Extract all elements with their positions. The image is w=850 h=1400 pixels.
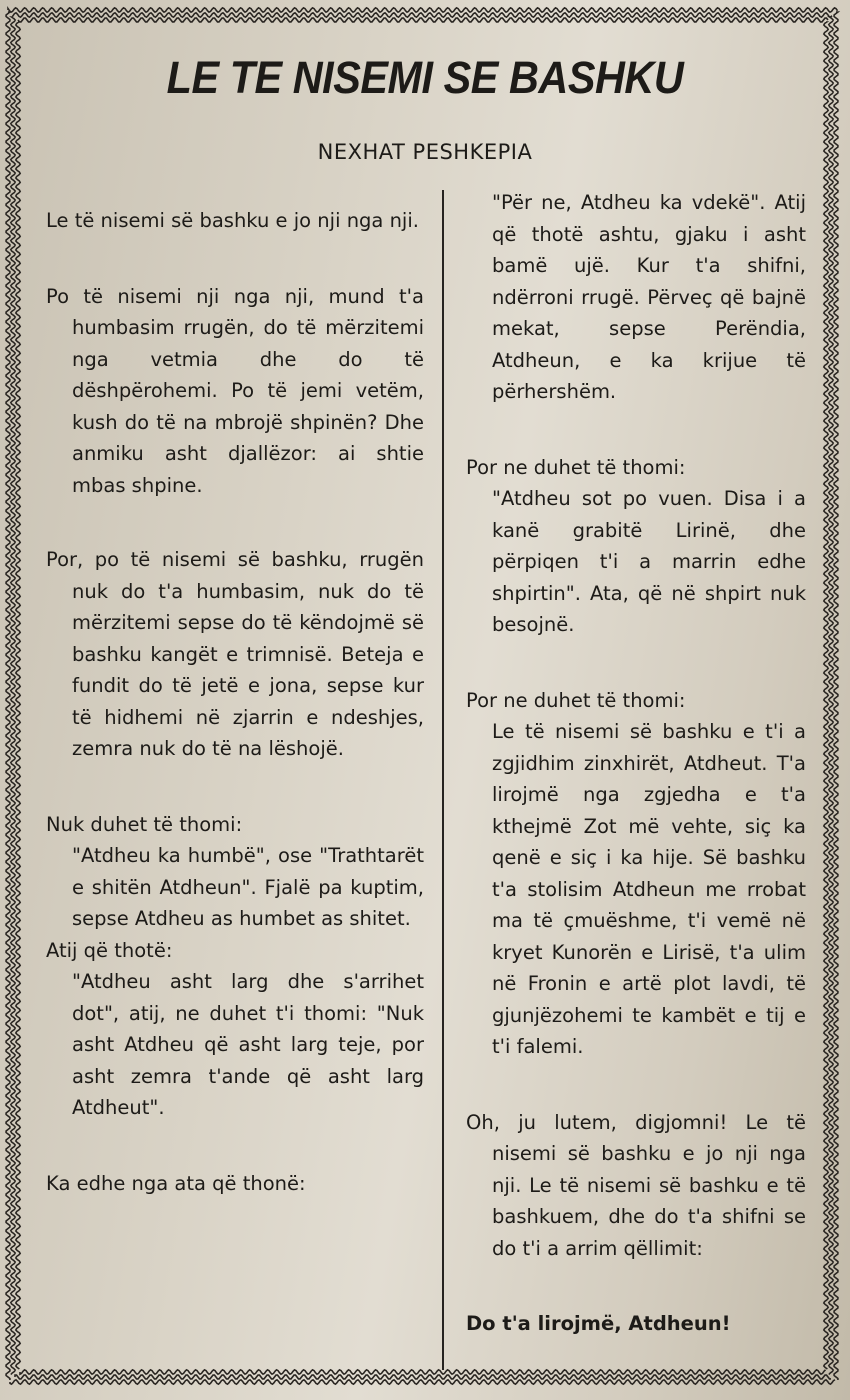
- paragraph-intro: Por ne duhet të thomi:: [466, 455, 686, 479]
- paragraph: Le të nisemi së bashku e jo nji nga nji.: [46, 209, 419, 232]
- paragraph-intro: Atij që thotë:: [46, 938, 173, 962]
- closing-line: Do t'a lirojmë, Atdheun!: [466, 1312, 731, 1335]
- quoted-paragraph: "Atdheu sot po vuen. Disa i a kanë grabitë Lirinë, dhe përpiqen t'i a marrin edhe shpirtin". Ata, që në shpirt nuk besojnë.: [492, 487, 806, 636]
- left-column: [46, 205, 424, 1199]
- article-title: LE TE NISEMI SE BASHKU: [166, 52, 684, 103]
- quoted-paragraph: "Për ne, Atdheu ka vdekë". Atij që thotë ashtu, gjaku i asht bamë ujë. Kur t'a shifni, ndërroni rrugë. Përveç që bajnë mekat, sepse Perëndia, Atdheun, e ka krijue të përhershëm.: [492, 191, 806, 403]
- quoted-paragraph: "Atdheu ka humbë", ose "Trathtarët e shitën Atdheun". Fjalë pa kuptim, sepse Atdheu as humbet as shitet.: [72, 844, 424, 930]
- right-column: [466, 187, 806, 1340]
- paragraph: Oh, ju lutem, digjomni! Le të nisemi së bashku e jo nji nga nji. Le të nisemi së bashku e të bashkuem, dhe do t'a shifni se do t'i a arrim qëllimit:: [466, 1110, 806, 1260]
- paragraph: Ka edhe nga ata që thonë:: [46, 1171, 306, 1195]
- quoted-paragraph: "Atdheu asht larg dhe s'arrihet dot", atij, ne duhet t'i thomi: "Nuk asht Atdheu që asht larg teje, por asht zemra t'ande që asht larg Atdheut".: [72, 970, 424, 1119]
- column-divider: [442, 190, 444, 1370]
- article-author: NEXHAT PESHKEPIA: [317, 140, 533, 164]
- paragraph: Le të nisemi së bashku e t'i a zgjidhim zinxhirët, Atdheut. T'a lirojmë nga zgjedha e t'a kthejmë Zot më vehte, siç ka qenë e siç i ka hije. Së bashku t'a stolisim Atdheun me rrobat ma të çmuëshme, t'i vemë në kryet Kunorën e Lirisë, t'a ulim në Fronin e artë plot lavdi, të gjunjëzohemi te kambët e tij e t'i falemi.: [492, 720, 806, 1058]
- paragraph: Por, po të nisemi së bashku, rrugën nuk do t'a humbasim, nuk do të mërzitemi sepse do të këndojmë së bashku kangët e trimnisë. Beteja e fundit do të jetë e jona, sepse kur të hidhemi në zjarrin e ndeshjes, zemra nuk do të na lëshojë.: [46, 548, 424, 760]
- paragraph-intro: Nuk duhet të thomi:: [46, 812, 243, 836]
- paragraph-intro: Por ne duhet të thomi:: [466, 688, 686, 712]
- paragraph: Po të nisemi nji nga nji, mund t'a humbasim rrugën, do të mërzitemi nga vetmia dhe do të dëshpërohemi. Po të jemi vetëm, kush do të na mbrojë shpinën? Dhe anmiku asht djallëzor: ai shtie mbas shpine.: [46, 284, 424, 497]
